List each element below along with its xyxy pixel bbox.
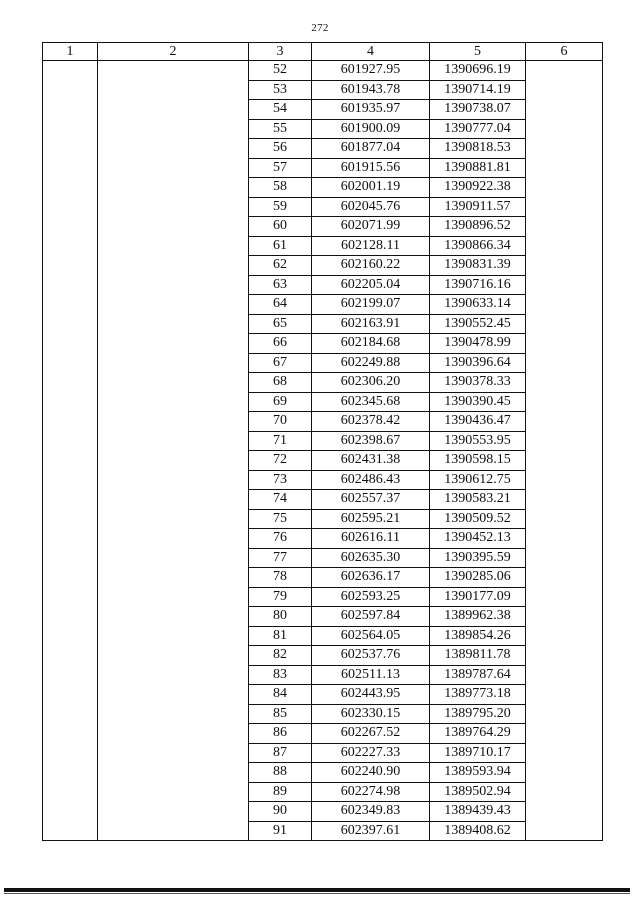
empty-cell-col-1 [43, 782, 98, 802]
empty-cell-col-1 [43, 256, 98, 276]
empty-cell-col-6 [526, 236, 603, 256]
point-number-cell: 72 [249, 451, 312, 471]
table-row [43, 256, 603, 276]
point-number-cell: 76 [249, 529, 312, 549]
coordinate-y-cell: 1390881.81 [430, 158, 526, 178]
coordinate-y-cell: 1390478.99 [430, 334, 526, 354]
coordinate-y-cell: 1390583.21 [430, 490, 526, 510]
coordinate-y-cell: 1389710.17 [430, 743, 526, 763]
coordinate-y-cell: 1390831.39 [430, 256, 526, 276]
coordinate-y-cell: 1390633.14 [430, 295, 526, 315]
empty-cell-col-2 [98, 373, 249, 393]
coordinate-y-cell: 1389787.64 [430, 665, 526, 685]
table-row [43, 100, 603, 120]
table-row [43, 724, 603, 744]
empty-cell-col-1 [43, 724, 98, 744]
coordinate-y-cell: 1390738.07 [430, 100, 526, 120]
coordinate-y-cell: 1390598.15 [430, 451, 526, 471]
table-row [43, 217, 603, 237]
empty-cell-col-1 [43, 412, 98, 432]
empty-cell-col-1 [43, 119, 98, 139]
point-number-cell: 90 [249, 802, 312, 822]
empty-cell-col-6 [526, 100, 603, 120]
empty-cell-col-2 [98, 431, 249, 451]
empty-cell-col-6 [526, 217, 603, 237]
empty-cell-col-2 [98, 158, 249, 178]
coordinate-x-cell: 602349.83 [312, 802, 430, 822]
coordinate-x-cell: 602378.42 [312, 412, 430, 432]
table-row [43, 607, 603, 627]
empty-cell-col-1 [43, 236, 98, 256]
empty-cell-col-6 [526, 139, 603, 159]
coordinate-x-cell: 602274.98 [312, 782, 430, 802]
bottom-rule [4, 888, 630, 892]
table-row [43, 236, 603, 256]
coordinate-y-cell: 1390714.19 [430, 80, 526, 100]
empty-cell-col-2 [98, 509, 249, 529]
point-number-cell: 89 [249, 782, 312, 802]
page-number: 272 [311, 22, 329, 34]
empty-cell-col-1 [43, 197, 98, 217]
coordinate-y-cell: 1390509.52 [430, 509, 526, 529]
coordinate-y-cell: 1389854.26 [430, 626, 526, 646]
empty-cell-col-1 [43, 392, 98, 412]
empty-cell-col-6 [526, 197, 603, 217]
table-row [43, 334, 603, 354]
point-number-cell: 80 [249, 607, 312, 627]
empty-cell-col-1 [43, 470, 98, 490]
table-row [43, 763, 603, 783]
empty-cell-col-2 [98, 548, 249, 568]
empty-cell-col-6 [526, 178, 603, 198]
coordinate-x-cell: 602345.68 [312, 392, 430, 412]
coordinate-y-cell: 1390612.75 [430, 470, 526, 490]
empty-cell-col-6 [526, 158, 603, 178]
point-number-cell: 87 [249, 743, 312, 763]
coordinate-y-cell: 1390378.33 [430, 373, 526, 393]
empty-cell-col-1 [43, 178, 98, 198]
empty-cell-col-1 [43, 139, 98, 159]
empty-cell-col-6 [526, 529, 603, 549]
point-number-cell: 75 [249, 509, 312, 529]
table-row [43, 80, 603, 100]
empty-cell-col-2 [98, 587, 249, 607]
coordinate-y-cell: 1389962.38 [430, 607, 526, 627]
table-row [43, 821, 603, 841]
empty-cell-col-6 [526, 724, 603, 744]
empty-cell-col-2 [98, 119, 249, 139]
coordinate-x-cell: 602557.37 [312, 490, 430, 510]
table-row [43, 704, 603, 724]
empty-cell-col-6 [526, 295, 603, 315]
empty-cell-col-1 [43, 314, 98, 334]
coordinate-x-cell: 602227.33 [312, 743, 430, 763]
coordinate-y-cell: 1390552.45 [430, 314, 526, 334]
coordinate-x-cell: 601943.78 [312, 80, 430, 100]
coordinate-x-cell: 602564.05 [312, 626, 430, 646]
coordinate-x-cell: 602267.52 [312, 724, 430, 744]
coordinate-x-cell: 602431.38 [312, 451, 430, 471]
coordinate-y-cell: 1390436.47 [430, 412, 526, 432]
point-number-cell: 67 [249, 353, 312, 373]
point-number-cell: 65 [249, 314, 312, 334]
empty-cell-col-1 [43, 685, 98, 705]
point-number-cell: 79 [249, 587, 312, 607]
coordinate-y-cell: 1390896.52 [430, 217, 526, 237]
table-row [43, 178, 603, 198]
coordinate-y-cell: 1389795.20 [430, 704, 526, 724]
coordinate-x-cell: 602398.67 [312, 431, 430, 451]
empty-cell-col-1 [43, 821, 98, 841]
empty-cell-col-2 [98, 470, 249, 490]
table-row [43, 743, 603, 763]
coordinate-x-cell: 602616.11 [312, 529, 430, 549]
table-row [43, 490, 603, 510]
coordinate-x-cell: 602160.22 [312, 256, 430, 276]
empty-cell-col-2 [98, 197, 249, 217]
point-number-cell: 55 [249, 119, 312, 139]
empty-cell-col-1 [43, 665, 98, 685]
point-number-cell: 74 [249, 490, 312, 510]
coordinate-x-cell: 602397.61 [312, 821, 430, 841]
empty-cell-col-2 [98, 100, 249, 120]
empty-cell-col-2 [98, 275, 249, 295]
table-row [43, 685, 603, 705]
coordinate-y-cell: 1389439.43 [430, 802, 526, 822]
point-number-cell: 81 [249, 626, 312, 646]
empty-cell-col-1 [43, 100, 98, 120]
empty-cell-col-6 [526, 451, 603, 471]
point-number-cell: 91 [249, 821, 312, 841]
empty-cell-col-2 [98, 295, 249, 315]
point-number-cell: 70 [249, 412, 312, 432]
coordinate-x-cell: 601927.95 [312, 61, 430, 81]
empty-cell-col-6 [526, 646, 603, 666]
empty-cell-col-2 [98, 451, 249, 471]
empty-cell-col-1 [43, 158, 98, 178]
coordinate-y-cell: 1389408.62 [430, 821, 526, 841]
empty-cell-col-6 [526, 392, 603, 412]
empty-cell-col-2 [98, 782, 249, 802]
table-row [43, 314, 603, 334]
empty-cell-col-2 [98, 724, 249, 744]
empty-cell-col-1 [43, 490, 98, 510]
table-row [43, 646, 603, 666]
table-row [43, 529, 603, 549]
coordinate-x-cell: 602636.17 [312, 568, 430, 588]
table-row [43, 509, 603, 529]
table-row [43, 470, 603, 490]
empty-cell-col-6 [526, 61, 603, 81]
coordinate-x-cell: 602511.13 [312, 665, 430, 685]
table-header [43, 43, 603, 61]
empty-cell-col-6 [526, 275, 603, 295]
empty-cell-col-1 [43, 802, 98, 822]
coordinate-y-cell: 1389764.29 [430, 724, 526, 744]
empty-cell-col-6 [526, 412, 603, 432]
point-number-cell: 68 [249, 373, 312, 393]
point-number-cell: 53 [249, 80, 312, 100]
empty-cell-col-1 [43, 217, 98, 237]
empty-cell-col-2 [98, 353, 249, 373]
header-col-3: 3 [249, 43, 312, 61]
empty-cell-col-2 [98, 802, 249, 822]
coordinate-x-cell: 602537.76 [312, 646, 430, 666]
point-number-cell: 57 [249, 158, 312, 178]
point-number-cell: 58 [249, 178, 312, 198]
table-body [43, 61, 603, 841]
empty-cell-col-6 [526, 80, 603, 100]
coordinate-y-cell: 1390396.64 [430, 353, 526, 373]
coordinate-y-cell: 1389811.78 [430, 646, 526, 666]
empty-cell-col-6 [526, 256, 603, 276]
table-row [43, 139, 603, 159]
empty-cell-col-1 [43, 529, 98, 549]
point-number-cell: 54 [249, 100, 312, 120]
empty-cell-col-1 [43, 743, 98, 763]
empty-cell-col-1 [43, 353, 98, 373]
empty-cell-col-6 [526, 548, 603, 568]
coordinate-y-cell: 1390696.19 [430, 61, 526, 81]
empty-cell-col-2 [98, 256, 249, 276]
empty-cell-col-1 [43, 626, 98, 646]
coordinate-x-cell: 602184.68 [312, 334, 430, 354]
coordinate-x-cell: 602205.04 [312, 275, 430, 295]
table-row [43, 353, 603, 373]
table-row [43, 431, 603, 451]
header-col-4: 4 [312, 43, 430, 61]
empty-cell-col-6 [526, 314, 603, 334]
empty-cell-col-6 [526, 821, 603, 841]
coordinate-y-cell: 1390390.45 [430, 392, 526, 412]
empty-cell-col-6 [526, 373, 603, 393]
empty-cell-col-6 [526, 704, 603, 724]
empty-cell-col-2 [98, 568, 249, 588]
empty-cell-col-2 [98, 61, 249, 81]
point-number-cell: 83 [249, 665, 312, 685]
coordinates-table [42, 42, 603, 841]
empty-cell-col-2 [98, 626, 249, 646]
empty-cell-col-2 [98, 139, 249, 159]
table-row [43, 451, 603, 471]
coordinate-x-cell: 602597.84 [312, 607, 430, 627]
point-number-cell: 85 [249, 704, 312, 724]
empty-cell-col-1 [43, 568, 98, 588]
coordinate-x-cell: 602001.19 [312, 178, 430, 198]
coordinate-y-cell: 1390716.16 [430, 275, 526, 295]
coordinate-y-cell: 1390777.04 [430, 119, 526, 139]
coordinate-x-cell: 601900.09 [312, 119, 430, 139]
coordinate-x-cell: 602330.15 [312, 704, 430, 724]
empty-cell-col-2 [98, 607, 249, 627]
empty-cell-col-1 [43, 80, 98, 100]
empty-cell-col-2 [98, 217, 249, 237]
empty-cell-col-2 [98, 685, 249, 705]
point-number-cell: 63 [249, 275, 312, 295]
table-row [43, 626, 603, 646]
empty-cell-col-2 [98, 821, 249, 841]
empty-cell-col-6 [526, 607, 603, 627]
coordinate-x-cell: 602635.30 [312, 548, 430, 568]
coordinate-y-cell: 1390911.57 [430, 197, 526, 217]
empty-cell-col-1 [43, 548, 98, 568]
point-number-cell: 71 [249, 431, 312, 451]
coordinate-x-cell: 602128.11 [312, 236, 430, 256]
table-row [43, 392, 603, 412]
table-row [43, 197, 603, 217]
coordinate-x-cell: 601877.04 [312, 139, 430, 159]
empty-cell-col-6 [526, 665, 603, 685]
coordinate-y-cell: 1390818.53 [430, 139, 526, 159]
empty-cell-col-2 [98, 743, 249, 763]
empty-cell-col-1 [43, 431, 98, 451]
empty-cell-col-2 [98, 178, 249, 198]
empty-cell-col-2 [98, 646, 249, 666]
empty-cell-col-1 [43, 646, 98, 666]
table-row [43, 548, 603, 568]
point-number-cell: 78 [249, 568, 312, 588]
empty-cell-col-1 [43, 295, 98, 315]
point-number-cell: 52 [249, 61, 312, 81]
empty-cell-col-1 [43, 275, 98, 295]
empty-cell-col-6 [526, 431, 603, 451]
point-number-cell: 77 [249, 548, 312, 568]
table-row [43, 295, 603, 315]
point-number-cell: 82 [249, 646, 312, 666]
empty-cell-col-6 [526, 119, 603, 139]
coordinate-x-cell: 602486.43 [312, 470, 430, 490]
coordinate-y-cell: 1389593.94 [430, 763, 526, 783]
empty-cell-col-1 [43, 334, 98, 354]
coordinate-x-cell: 602595.21 [312, 509, 430, 529]
coordinate-x-cell: 601935.97 [312, 100, 430, 120]
table-row [43, 587, 603, 607]
table-row [43, 373, 603, 393]
table-row [43, 158, 603, 178]
empty-cell-col-2 [98, 665, 249, 685]
point-number-cell: 84 [249, 685, 312, 705]
point-number-cell: 86 [249, 724, 312, 744]
table-row [43, 802, 603, 822]
coordinate-x-cell: 602199.07 [312, 295, 430, 315]
point-number-cell: 66 [249, 334, 312, 354]
point-number-cell: 56 [249, 139, 312, 159]
table-row [43, 119, 603, 139]
point-number-cell: 60 [249, 217, 312, 237]
empty-cell-col-2 [98, 763, 249, 783]
empty-cell-col-2 [98, 80, 249, 100]
empty-cell-col-6 [526, 685, 603, 705]
coordinate-x-cell: 602045.76 [312, 197, 430, 217]
empty-cell-col-6 [526, 626, 603, 646]
coordinate-x-cell: 602443.95 [312, 685, 430, 705]
coordinate-x-cell: 602593.25 [312, 587, 430, 607]
coordinate-x-cell: 602249.88 [312, 353, 430, 373]
coordinate-y-cell: 1389773.18 [430, 685, 526, 705]
header-col-2: 2 [98, 43, 249, 61]
empty-cell-col-2 [98, 314, 249, 334]
point-number-cell: 61 [249, 236, 312, 256]
coordinate-y-cell: 1390285.06 [430, 568, 526, 588]
empty-cell-col-2 [98, 490, 249, 510]
empty-cell-col-6 [526, 334, 603, 354]
coordinate-x-cell: 602071.99 [312, 217, 430, 237]
coordinate-y-cell: 1390866.34 [430, 236, 526, 256]
point-number-cell: 59 [249, 197, 312, 217]
empty-cell-col-1 [43, 607, 98, 627]
empty-cell-col-6 [526, 763, 603, 783]
table-row [43, 665, 603, 685]
empty-cell-col-2 [98, 334, 249, 354]
coordinate-x-cell: 602306.20 [312, 373, 430, 393]
empty-cell-col-6 [526, 490, 603, 510]
coordinate-y-cell: 1390395.59 [430, 548, 526, 568]
empty-cell-col-6 [526, 568, 603, 588]
empty-cell-col-1 [43, 509, 98, 529]
empty-cell-col-6 [526, 587, 603, 607]
table-row [43, 568, 603, 588]
empty-cell-col-2 [98, 529, 249, 549]
coordinate-x-cell: 602163.91 [312, 314, 430, 334]
empty-cell-col-6 [526, 470, 603, 490]
bottom-rule-thin [4, 893, 630, 894]
empty-cell-col-2 [98, 412, 249, 432]
point-number-cell: 62 [249, 256, 312, 276]
empty-cell-col-1 [43, 763, 98, 783]
table-row [43, 61, 603, 81]
empty-cell-col-6 [526, 743, 603, 763]
table-row [43, 412, 603, 432]
empty-cell-col-6 [526, 509, 603, 529]
table-row [43, 275, 603, 295]
empty-cell-col-2 [98, 236, 249, 256]
header-col-1: 1 [43, 43, 98, 61]
point-number-cell: 73 [249, 470, 312, 490]
coordinate-y-cell: 1389502.94 [430, 782, 526, 802]
coordinate-x-cell: 601915.56 [312, 158, 430, 178]
coordinate-y-cell: 1390553.95 [430, 431, 526, 451]
empty-cell-col-6 [526, 782, 603, 802]
empty-cell-col-1 [43, 61, 98, 81]
header-col-5: 5 [430, 43, 526, 61]
point-number-cell: 69 [249, 392, 312, 412]
coordinate-y-cell: 1390177.09 [430, 587, 526, 607]
empty-cell-col-1 [43, 587, 98, 607]
empty-cell-col-2 [98, 392, 249, 412]
point-number-cell: 88 [249, 763, 312, 783]
header-col-6: 6 [526, 43, 603, 61]
empty-cell-col-1 [43, 704, 98, 724]
point-number-cell: 64 [249, 295, 312, 315]
coordinate-y-cell: 1390452.13 [430, 529, 526, 549]
empty-cell-col-1 [43, 373, 98, 393]
coordinate-y-cell: 1390922.38 [430, 178, 526, 198]
empty-cell-col-6 [526, 353, 603, 373]
empty-cell-col-1 [43, 451, 98, 471]
empty-cell-col-2 [98, 704, 249, 724]
table-row [43, 782, 603, 802]
empty-cell-col-6 [526, 802, 603, 822]
header-row [43, 43, 603, 61]
coordinate-x-cell: 602240.90 [312, 763, 430, 783]
